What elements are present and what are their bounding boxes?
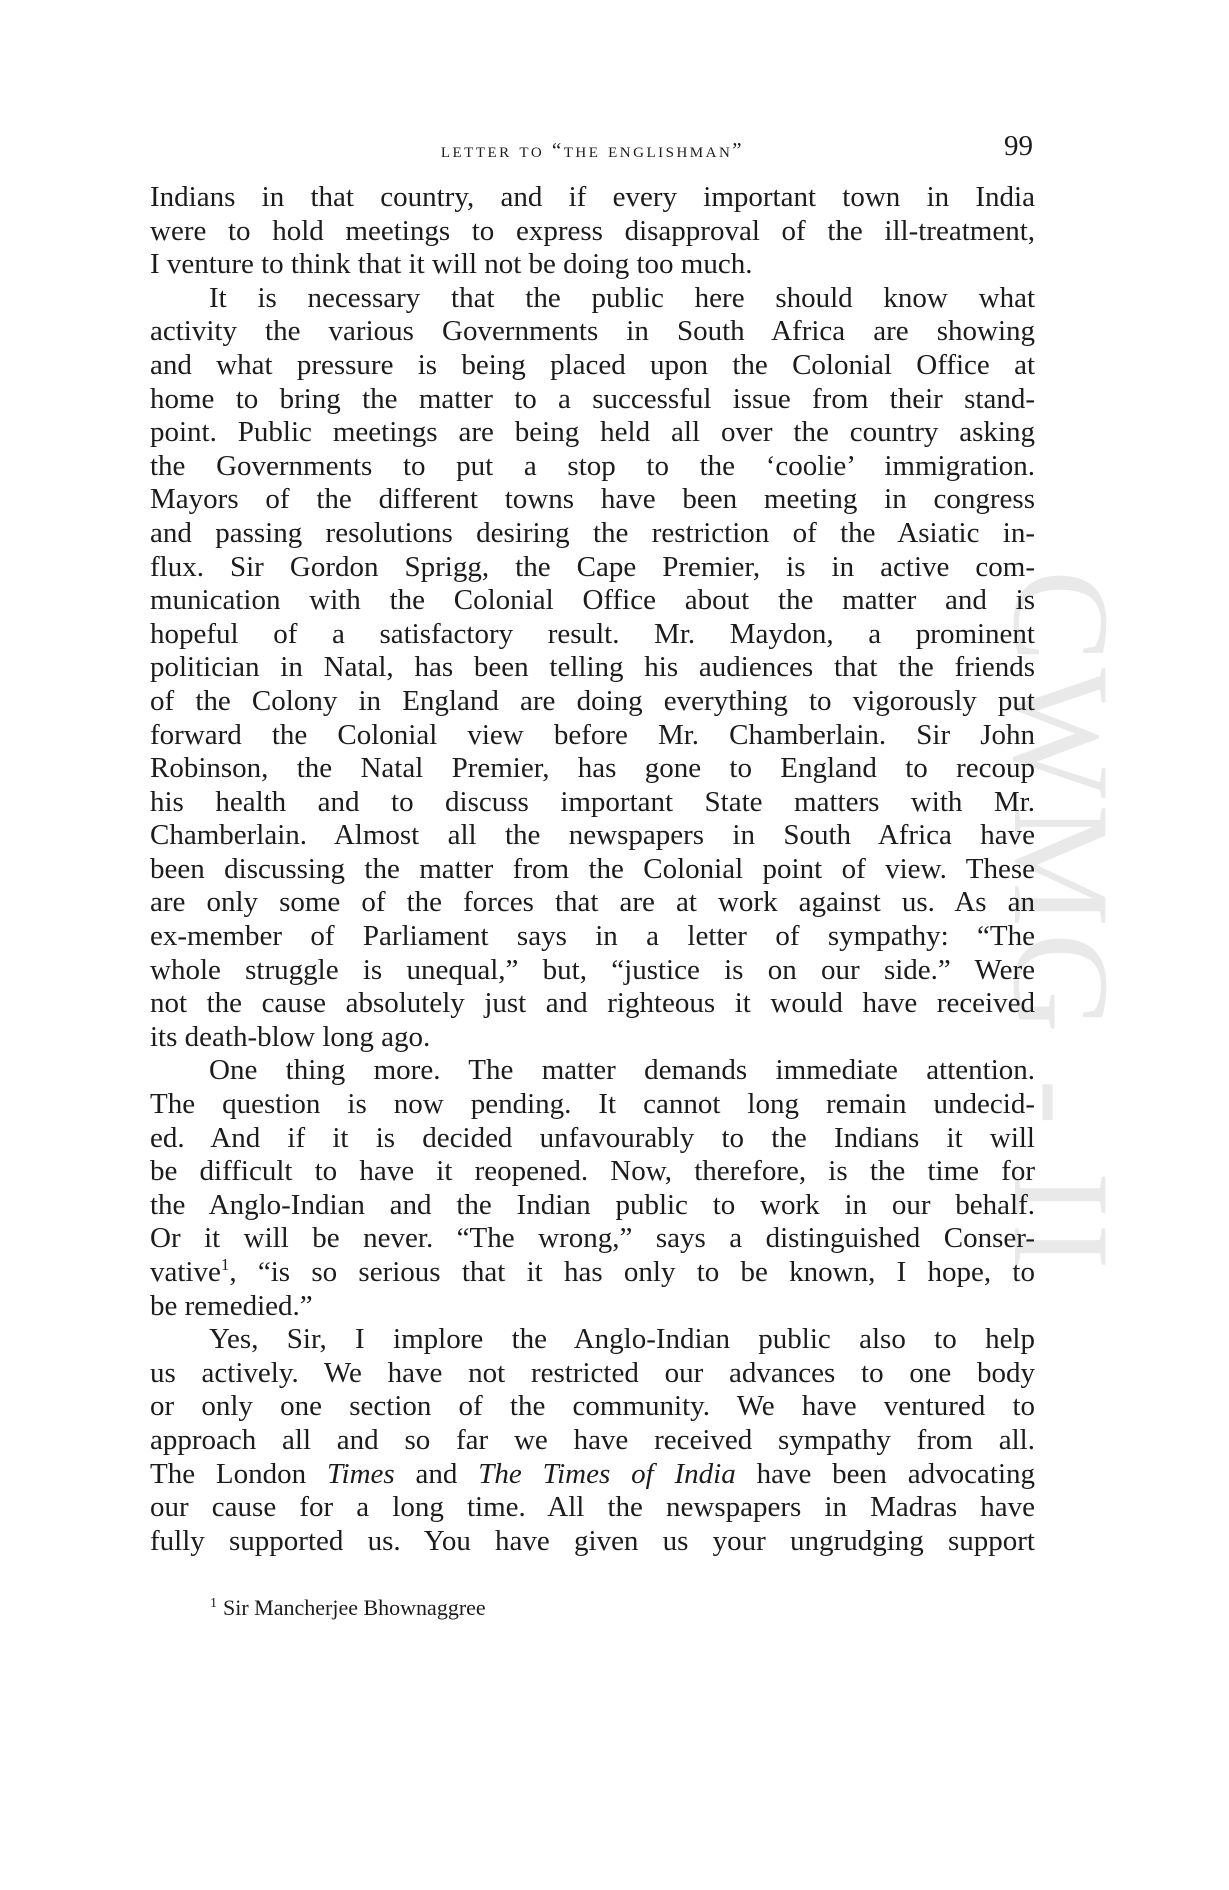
text-line: our cause for a long time. All the newspapers in Madras have [150, 1491, 1035, 1524]
text-line: us actively. We have not restricted our advances to one body [150, 1356, 1035, 1389]
text-line: be difficult to have it reopened. Now, therefore, is the time for [150, 1155, 1035, 1188]
text-line: Yes, Sir, I implore the Anglo-Indian public also to help [209, 1323, 1035, 1356]
text-line: whole struggle is unequal,” but, “justice is on our side.” Were [150, 953, 1035, 986]
text-line: been discussing the matter from the Colonial point of view. These [150, 852, 1035, 885]
footnote [210, 1595, 486, 1621]
text-line: I venture to think that it will not be doing too much. [150, 248, 753, 281]
footnote-reference: 1 [220, 1255, 230, 1274]
text-line-with-italics [150, 1458, 1035, 1492]
page-number: 99 [1004, 130, 1033, 162]
text-line: It is necessary that the public here should know what [209, 281, 1035, 314]
text-line: home to bring the matter to a successful issue from their stand- [150, 382, 1035, 415]
text-line: ed. And if it is decided unfavourably to the Indians it will [150, 1121, 1035, 1154]
text-line: or only one section of the community. We have ventured to [150, 1390, 1035, 1423]
text-line: the Governments to put a stop to the ‘coolie’ immigration. [150, 449, 1035, 482]
text-fragment: vative [150, 1256, 221, 1288]
paragraph [150, 282, 1035, 1055]
running-head [150, 130, 1035, 170]
footnote-marker: 1 [210, 1596, 217, 1611]
text-line: ex-member of Parliament says in a letter of sympathy: “The [150, 920, 1035, 953]
text-fragment: have been advocating [735, 1457, 1035, 1490]
text-line: and what pressure is being placed upon the Colonial Office at [150, 348, 1035, 381]
text-line: are only some of the forces that are at work against us. As an [150, 886, 1035, 919]
text-line: point. Public meetings are being held all over the country asking [150, 416, 1035, 449]
text-fragment: The London [150, 1457, 327, 1490]
text-line: politician in Natal, has been telling his audiences that the friends [150, 651, 1035, 684]
running-head-title: letter to “the englishman” [440, 138, 745, 162]
text-line: be remedied.” [150, 1289, 313, 1322]
text-line: Robinson, the Natal Premier, has gone to England to recoup [150, 752, 1035, 785]
text-line: hopeful of a satisfactory result. Mr. Maydon, a prominent [150, 617, 1035, 650]
newspaper-title: The Times of India [478, 1457, 736, 1490]
text-line: munication with the Colonial Office about the matter and is [150, 584, 1035, 617]
text-line: of the Colony in England are doing everything to vigorously put [150, 684, 1035, 717]
text-fragment: , “is so serious that it has only to be known, I hope, to [229, 1256, 1035, 1288]
newspaper-title: Times [327, 1457, 395, 1490]
text-line: the Anglo-Indian and the Indian public to work in our behalf. [150, 1188, 1035, 1221]
text-line: activity the various Governments in South Africa are showing [150, 315, 1035, 348]
text-line: fully supported us. You have given us your ungrudging support [150, 1524, 1035, 1557]
text-line: The question is now pending. It cannot long remain undecid- [150, 1088, 1035, 1121]
text-line: Indians in that country, and if every important town in India [150, 181, 1035, 213]
text-line: and passing resolutions desiring the restriction of the Asiatic in- [150, 516, 1035, 549]
footnote-text: Sir Mancherjee Bhownaggree [223, 1595, 486, 1620]
paragraph [150, 1323, 1035, 1558]
text-fragment: and [394, 1457, 479, 1490]
text-line: Chamberlain. Almost all the newspapers in South Africa have [150, 819, 1035, 852]
text-line: its death-blow long ago. [150, 1020, 431, 1053]
text-line: approach all and so far we have received sympathy from all. [150, 1423, 1035, 1456]
text-line: his health and to discuss important State matters with Mr. [150, 785, 1035, 818]
text-line: forward the Colonial view before Mr. Chamberlain. Sir John [150, 718, 1035, 751]
text-line: Mayors of the different towns have been meeting in congress [150, 483, 1035, 516]
text-line: flux. Sir Gordon Sprigg, the Cape Premier, is in active com- [150, 550, 1035, 583]
text-line-with-footnote-ref [150, 1256, 1035, 1290]
text-line: not the cause absolutely just and righteous it would have received [150, 987, 1035, 1020]
text-line: One thing more. The matter demands immediate attention. [209, 1054, 1035, 1087]
watermark: CWMG - II [985, 570, 1138, 1276]
text-line: were to hold meetings to express disapproval of the ill-treatment, [150, 214, 1035, 247]
paragraph [150, 1054, 1035, 1323]
body-text [150, 181, 1035, 1558]
paragraph [150, 181, 1035, 282]
text-line: Or it will be never. “The wrong,” says a distinguished Conser- [150, 1222, 1035, 1255]
